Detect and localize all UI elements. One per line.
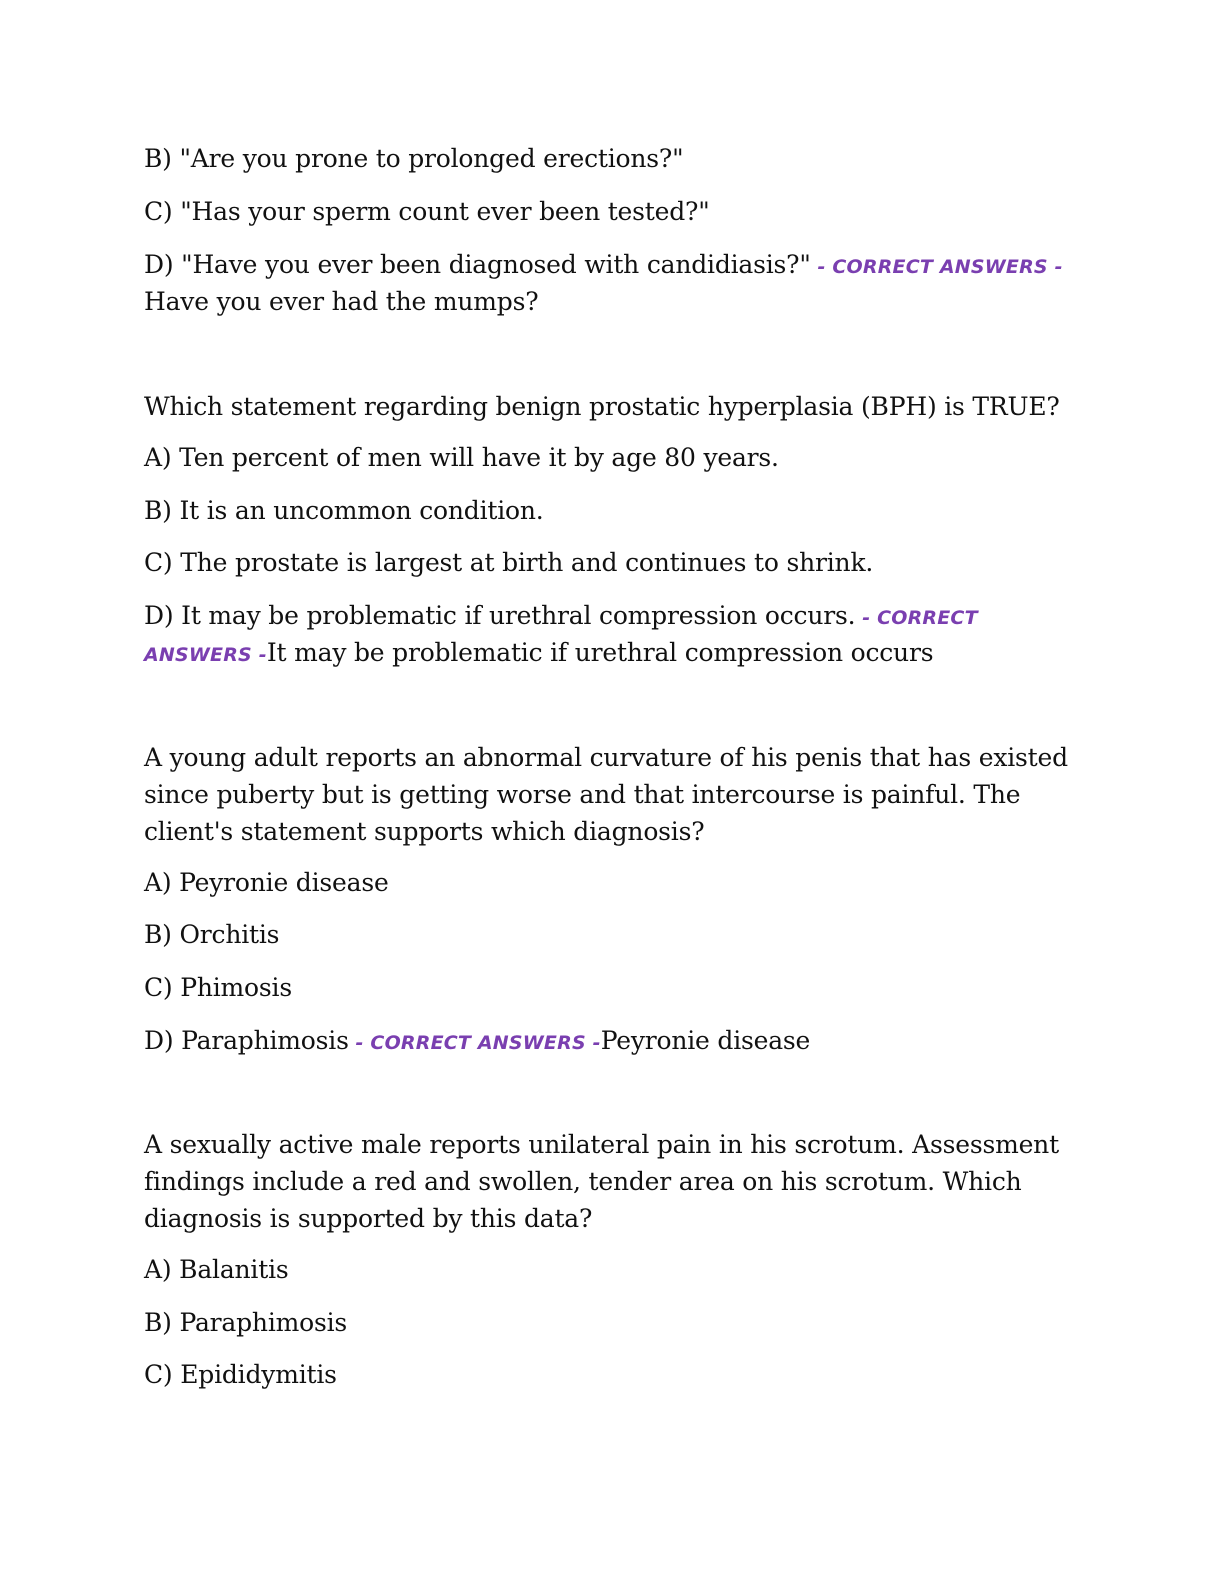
correct-answers-tag-continued: ANSWERS - — [144, 644, 267, 666]
option-c: C) Phimosis — [144, 973, 292, 1002]
option-b: B) Orchitis — [144, 920, 280, 949]
option-b: B) Paraphimosis — [144, 1308, 348, 1337]
option-d: D) "Have you ever been diagnosed with candidiasis?" — [144, 250, 811, 279]
question-line-3: diagnosis is supported by this data? — [144, 1204, 593, 1233]
answer-text: Have you ever had the mumps? — [144, 287, 539, 316]
option-c: C) The prostate is largest at birth and continues to shrink. — [144, 548, 874, 577]
question-line-1: A young adult reports an abnormal curvature of his penis that has existed — [144, 743, 1068, 772]
option-d: D) It may be problematic if urethral compression occurs. — [144, 601, 856, 630]
option-b: B) It is an uncommon condition. — [144, 496, 544, 525]
option-d-with-answer — [144, 246, 1063, 286]
answer-text: It may be problematic if urethral compression occurs — [266, 638, 934, 667]
question-line-1: A sexually active male reports unilateral pain in his scrotum. Assessment — [144, 1130, 1059, 1159]
option-c: C) Epididymitis — [144, 1360, 337, 1389]
option-d-with-answer — [144, 1022, 810, 1062]
question-line-3: client's statement supports which diagnosis? — [144, 817, 705, 846]
correct-answers-tag: - CORRECT ANSWERS - — [348, 1032, 601, 1054]
answer-line — [144, 634, 933, 674]
correct-answers-tag: - CORRECT — [855, 607, 978, 629]
correct-answers-tag: - CORRECT ANSWERS - — [810, 256, 1063, 278]
option-d-with-answer — [144, 597, 978, 637]
option-d: D) Paraphimosis — [144, 1026, 349, 1055]
option-c: C) "Has your sperm count ever been tested?" — [144, 197, 710, 226]
option-b: B) "Are you prone to prolonged erections?" — [144, 144, 684, 173]
question-text: Which statement regarding benign prostatic hyperplasia (BPH) is TRUE? — [144, 392, 1060, 421]
option-a: A) Peyronie disease — [144, 868, 389, 897]
option-a: A) Ten percent of men will have it by age 80 years. — [144, 443, 779, 472]
option-a: A) Balanitis — [144, 1255, 289, 1284]
question-line-2: findings include a red and swollen, tender area on his scrotum. Which — [144, 1167, 1022, 1196]
answer-text: Peyronie disease — [600, 1026, 811, 1055]
question-line-2: since puberty but is getting worse and that intercourse is painful. The — [144, 780, 1021, 809]
